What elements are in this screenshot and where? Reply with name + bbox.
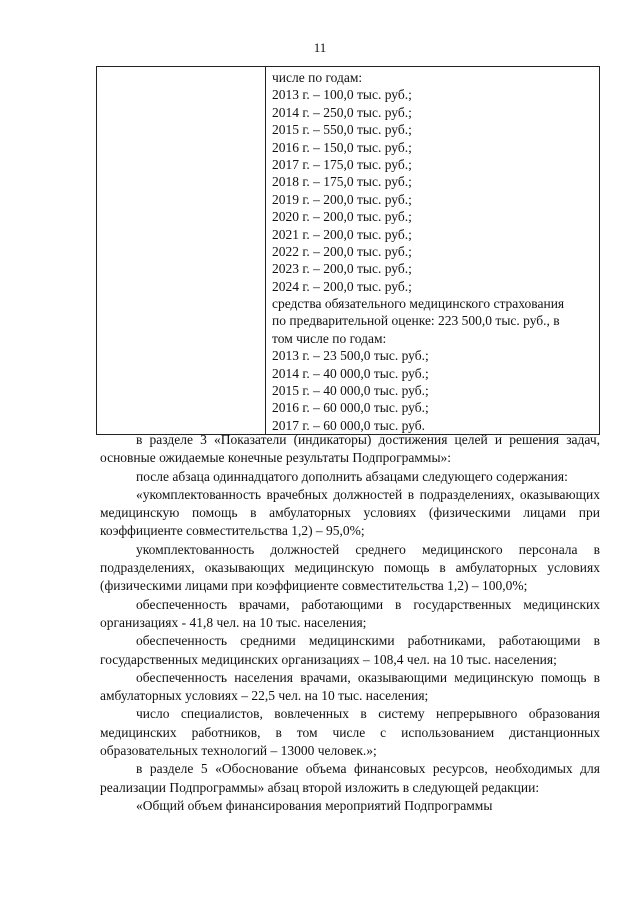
body-text [100,431,600,815]
table-line: 2014 г. – 40 000,0 тыс. руб.; [272,365,429,381]
table-line: 2019 г. – 200,0 тыс. руб.; [272,191,412,207]
table-line: 2023 г. – 200,0 тыс. руб.; [272,261,412,277]
table-line: 2017 г. – 60 000,0 тыс. руб. [272,417,425,433]
paragraph: обеспеченность врачами, работающими в государственных медицинских организациях - 41,8 чел. на 10 тыс. населения; [100,596,600,630]
page-number: 11 [313,40,327,55]
table-line: 2016 г. – 150,0 тыс. руб.; [272,139,412,155]
table-cell-left [97,67,266,435]
table-line: числе по годам: [272,70,363,85]
paragraph: «Общий объем финансирования мероприятий Подпрограммы [136,797,493,813]
table-cell-right [266,67,600,435]
table-line: 2020 г. – 200,0 тыс. руб.; [272,209,412,225]
paragraph: обеспеченность средними медицинскими работниками, работающими в государственных медицинских организациях – 108,4 чел. на 10 тыс. населения; [100,633,600,667]
table-line: средства обязательного медицинского страхования [272,296,565,312]
paragraph: число специалистов, вовлеченных в систему непрерывного образования медицинских работников, в том числе с использованием дистанционных образовательных технологий – 13000 человек.»; [100,706,600,759]
table-line: 2017 г. – 175,0 тыс. руб.; [272,156,412,172]
table-line: 2014 г. – 250,0 тыс. руб.; [272,104,412,120]
paragraph: в разделе 5 «Обоснование объема финансовых ресурсов, необходимых для реализации Подпрограммы» абзац второй изложить в следующей редакции: [100,761,600,795]
table-line: 2015 г. – 40 000,0 тыс. руб.; [272,383,429,399]
table-line: 2015 г. – 550,0 тыс. руб.; [272,122,412,138]
table-line: 2021 г. – 200,0 тыс. руб.; [272,226,412,242]
table-row [97,67,600,435]
table-line: том числе по годам: [272,330,387,346]
paragraph: после абзаца одиннадцатого дополнить абзацами следующего содержания: [136,468,568,484]
paragraph: в разделе 3 «Показатели (индикаторы) достижения целей и решения задач, основные ожидаемые конечные результаты Подпрограммы»: [100,432,600,466]
table-line: по предварительной оценке: 223 500,0 тыс. руб., в [272,313,560,329]
table-line: 2024 г. – 200,0 тыс. руб.; [272,278,412,294]
paragraph: обеспеченность населения врачами, оказывающими медицинскую помощь в амбулаторных условиях – 22,5 чел. на 10 тыс. населения; [100,669,600,704]
table-line: 2016 г. – 60 000,0 тыс. руб.; [272,400,429,416]
table-line: 2013 г. – 23 500,0 тыс. руб.; [272,348,429,364]
table-line: 2022 г. – 200,0 тыс. руб.; [272,243,412,259]
table-line: 2013 г. – 100,0 тыс. руб.; [272,87,412,103]
paragraph: «укомплектованность врачебных должностей в подразделениях, оказывающих медицинскую помощь в амбулаторных условиях (физическими лицами при коэффициенте совместительства 1,2) – 95,0%; [100,486,600,539]
table-line: 2018 г. – 175,0 тыс. руб.; [272,174,412,190]
paragraph: укомплектованность должностей среднего медицинского персонала в подразделениях, оказывающих медицинскую помощь в амбулаторных условиях (физическими лицами при коэффициенте совместительства 1,2) – 100,0%; [100,541,600,594]
funding-table [96,66,600,435]
